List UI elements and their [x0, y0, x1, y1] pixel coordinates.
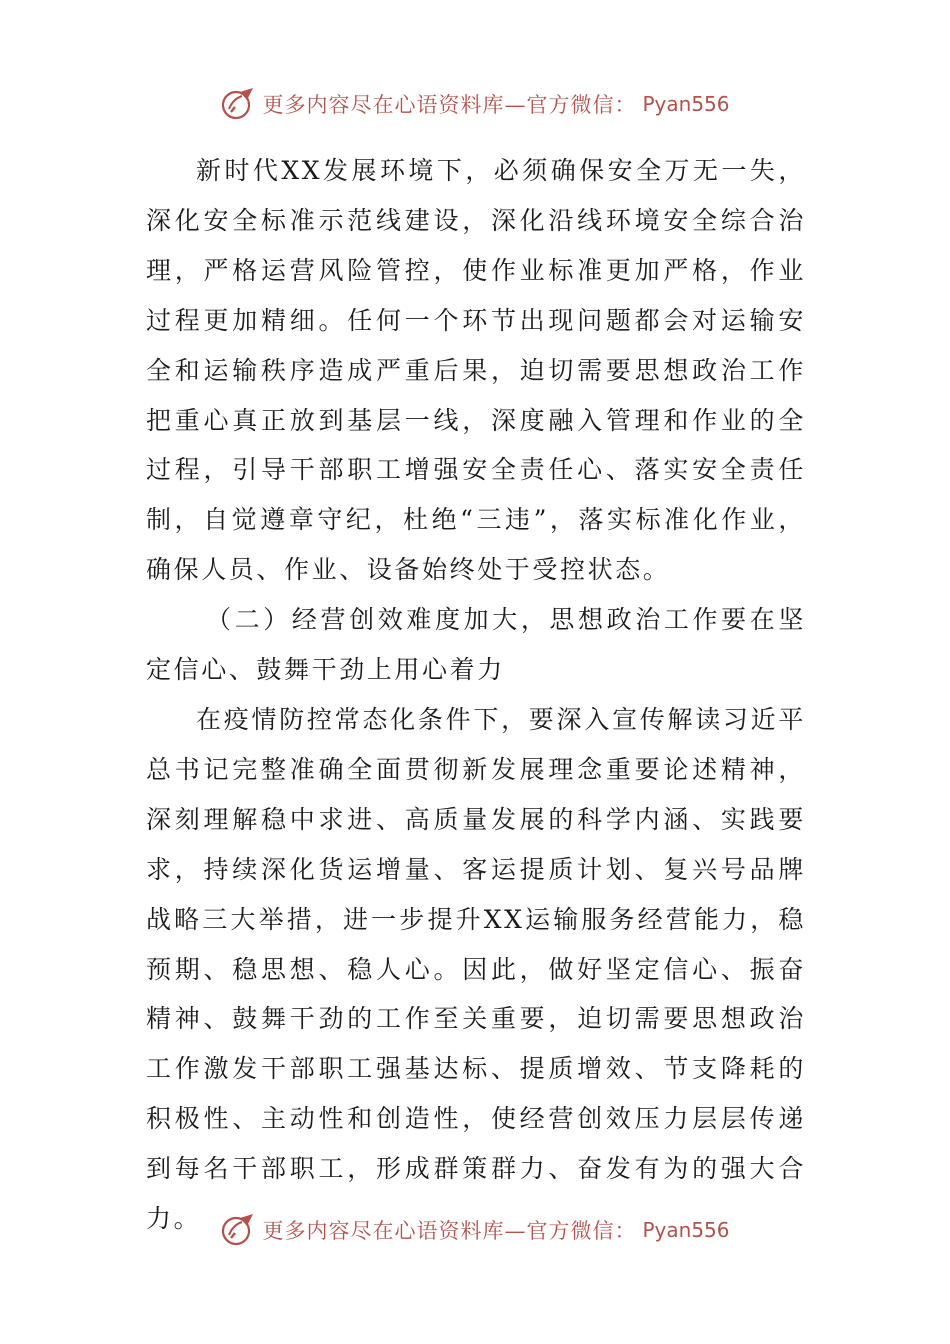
paragraph: 新时代XX发展环境下，必须确保安全万无一失，深化安全标准示范线建设，深化沿线环境安全综合治理，严格运营风险管控，使作业标准更加严格，作业过程更加精细。任何一个环节出现问题都会对运输安全和运输秩序造成严重后果，迫切需要思想政治工作把重心真正放到基层一线，深度融入管理和作业的全过程，引导干部职工增强安全责任心、落实安全责任制，自觉遵章守纪，杜绝“三违”，落实标准化作业，确保人员、作业、设备始终处于受控状态。 — [146, 156, 806, 585]
banner-text: 更多内容尽在心语资料库—官方微信： — [262, 1219, 637, 1243]
wechat-id: Pyan556 — [642, 92, 730, 116]
pen-logo-icon — [220, 86, 256, 122]
wechat-id: Pyan556 — [642, 1218, 730, 1242]
section-heading: （二）经营创效难度加大，思想政治工作要在坚定信心、鼓舞干劲上用心着力 — [146, 605, 806, 685]
paragraph: 在疫情防控常态化条件下，要深入宣传解读习近平总书记完整准确全面贯彻新发展理念重要论述精神，深刻理解稳中求进、高质量发展的科学内涵、实践要求，持续深化货运增量、客运提质计划、复兴号品牌战略三大举措，进一步提升XX运输服务经营能力，稳预期、稳思想、稳人心。因此，做好坚定信心、振奋精神、鼓舞干劲的工作至关重要，迫切需要思想政治工作激发干部职工强基达标、提质增效、节支降耗的积极性、主动性和创造性，使经营创效压力层层传递到每名干部职工，形成群策群力、奋发有为的强大合力。 — [146, 704, 806, 1234]
pen-logo-icon — [220, 1212, 256, 1248]
document-body — [146, 146, 806, 1244]
banner-text: 更多内容尽在心语资料库—官方微信： — [262, 93, 637, 117]
header-banner — [0, 84, 950, 124]
footer-banner — [0, 1210, 950, 1250]
